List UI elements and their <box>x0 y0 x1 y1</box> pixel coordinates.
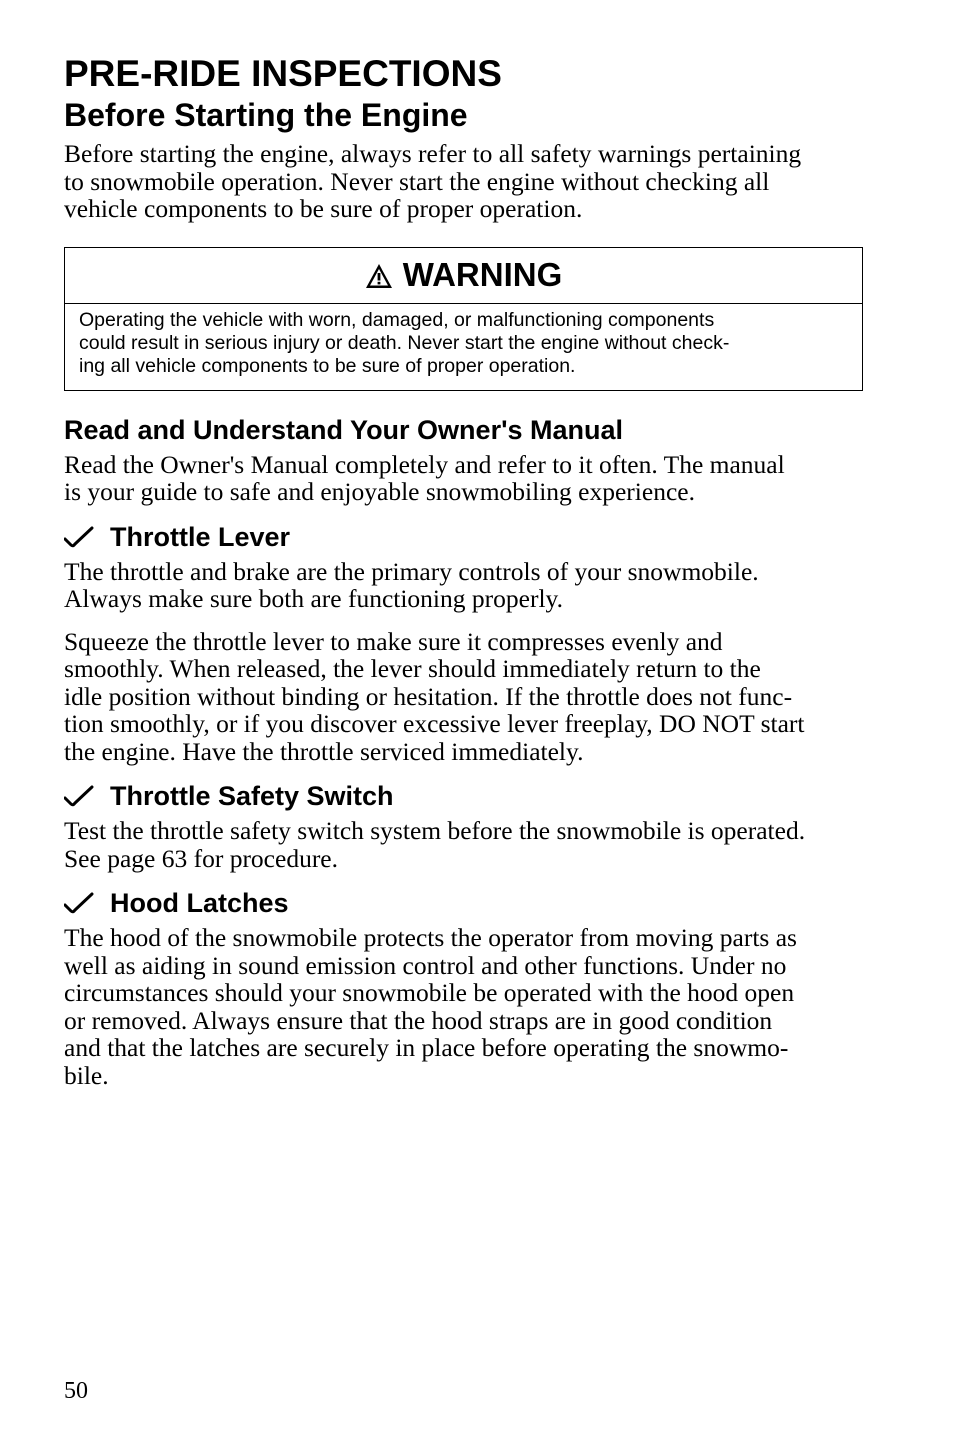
checkmark-icon <box>64 785 94 807</box>
throttle-safety-paragraph: Test the throttle safety switch system before the snowmobile is operated. See page 63 for procedure. <box>64 816 806 873</box>
throttle-lever-paragraph-1: The throttle and brake are the primary controls of your snowmobile. Always make sure both are functioning properly. <box>64 556 759 613</box>
hood-latches-paragraph: The hood of the snowmobile protects the operator from moving parts as well as aiding in sound emission control and other functions. Under no circumstances should your snowmobile be operated with the hood open or removed. Always ensure that the hood straps are in good condition and that the latches are securely in place before operating the snowmo- bile. <box>64 923 797 1090</box>
checkmark-icon <box>64 526 94 548</box>
manual-paragraph: Read the Owner's Manual completely and refer to it often. The manual is your guide to safe and enjoyable snowmobiling experience. <box>64 449 785 506</box>
throttle-lever-paragraph-2: Squeeze the throttle lever to make sure it compresses evenly and smoothly. When released, the lever should immediately return to the idle position without binding or hesitation. If the throttle does not func- tion smoothly, or if you discover excessive lever freeplay, DO NOT start the engine. Have the throttle serviced immediately. <box>64 626 805 766</box>
throttle-safety-heading-text: Throttle Safety Switch <box>110 781 394 811</box>
page-title: PRE-RIDE INSPECTIONS <box>64 53 502 94</box>
page-content <box>64 52 864 1089</box>
hood-latches-heading-text: Hood Latches <box>110 888 289 918</box>
throttle-lever-heading <box>64 520 864 554</box>
warning-text: Operating the vehicle with worn, damaged, or malfunctioning components could result in serious injury or death. Never start the engine without check- ing all vehicle components to be sure of proper operation. <box>79 308 730 377</box>
page-number: 50 <box>64 1378 88 1404</box>
manual-heading-text: Read and Understand Your Owner's Manual <box>64 414 624 445</box>
intro-paragraph: Before starting the engine, always refer to all safety warnings pertaining to snowmobile operation. Never start the engine without checking all vehicle components to be sure of proper operation. <box>64 139 802 223</box>
warning-header <box>65 248 862 304</box>
checkmark-icon <box>64 892 94 914</box>
warning-triangle-icon <box>365 263 393 289</box>
throttle-lever-heading-text: Throttle Lever <box>110 521 291 552</box>
hood-latches-heading <box>64 886 864 920</box>
throttle-safety-heading <box>64 779 864 813</box>
section-title: Before Starting the Engine <box>64 97 468 133</box>
warning-box <box>64 247 863 391</box>
warning-label: WARNING <box>402 256 563 293</box>
manual-heading <box>64 413 864 447</box>
